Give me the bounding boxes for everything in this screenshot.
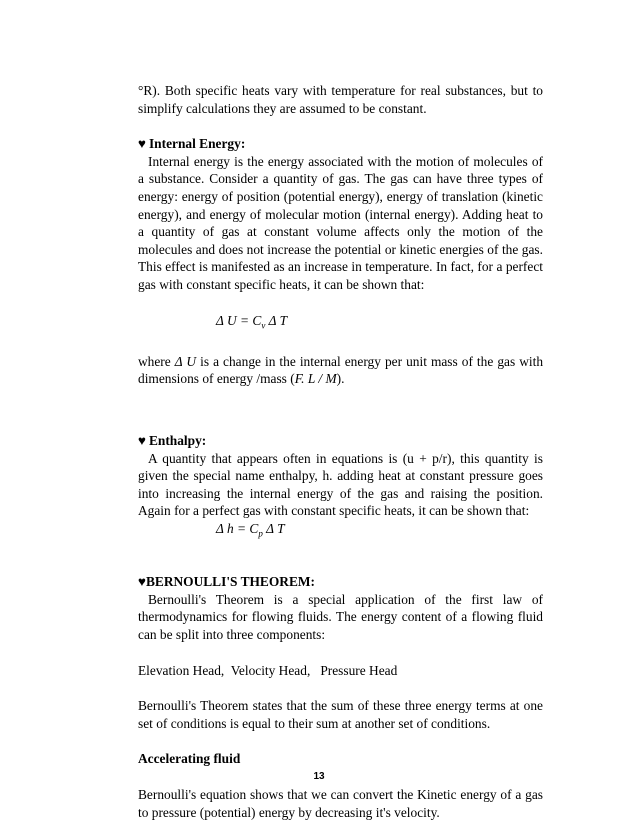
heart-bullet-icon: ♥ — [138, 574, 146, 590]
enthalpy-equation — [138, 520, 543, 543]
bernoulli-heading — [138, 573, 543, 591]
enthalpy-heading — [138, 432, 543, 450]
bernoulli-heading-text: BERNOULLI'S THEOREM: — [145, 574, 315, 590]
where-prefix: where — [138, 353, 175, 369]
accelerating-fluid-heading: Accelerating fluid — [138, 751, 241, 767]
equation-subscript: p — [258, 528, 263, 539]
where-text: is a change in the internal energy per unit mass of the gas with dimensions of energy /mass ( — [138, 353, 544, 387]
equation-lhs: Δ U = C — [216, 312, 262, 328]
page-body — [138, 82, 543, 821]
bernoulli-components: Elevation Head, Velocity Head, Pressure Head — [138, 662, 398, 678]
where-end: ). — [336, 371, 345, 387]
equation-rhs: Δ T — [262, 520, 285, 536]
intro-paragraph: °R). Both specific heats vary with temperature for real substances, but to simplify calculations they are assumed to be constant. — [138, 83, 543, 116]
equation-subscript: v — [261, 320, 266, 331]
enthalpy-heading-text: Enthalpy: — [148, 432, 207, 448]
page-number: 13 — [313, 771, 325, 782]
heart-bullet-icon: ♥ — [138, 432, 146, 448]
where-symbol: Δ U — [174, 353, 197, 369]
equation-lhs: Δ h = C — [216, 520, 259, 536]
heart-bullet-icon: ♥ — [138, 136, 146, 152]
internal-energy-heading-text: Internal Energy: — [148, 136, 246, 152]
internal-energy-paragraph: Internal energy is the energy associated with the motion of molecules of a substance. Consider a quantity of gas. The gas can have three types of energy: energy of position (potential energy), energy of translation (kinetic energy), and energy of molecular motion (internal energy). Adding heat to a quantity of gas at constant volume affects only the motion of the molecules and does not increase the potential or kinetic energies of the gas. This effect is manifested as an increase in temperature. In fact, for a perfect gas with constant specific heats, it can be shown that: — [138, 153, 543, 292]
equation-rhs: Δ T — [265, 312, 288, 328]
where-units: F. L / M — [294, 371, 337, 387]
bernoulli-statement: Bernoulli's Theorem states that the sum of these three energy terms at one set of conditions is equal to their sum at another set of conditions. — [138, 698, 543, 731]
enthalpy-paragraph: A quantity that appears often in equations is (u + p/r), this quantity is given the special name enthalpy, h. adding heat at constant pressure goes into increasing the internal energy of the gas and raising the position. Again for a perfect gas with constant specific heats, it can be shown that: — [138, 450, 543, 519]
where-paragraph — [138, 353, 543, 388]
internal-energy-heading — [138, 135, 543, 153]
bernoulli-paragraph: Bernoulli's Theorem is a special application of the first law of thermodynamics for flowing fluids. The energy content of a flowing fluid can be split into three components: — [138, 591, 543, 642]
internal-energy-equation — [138, 312, 543, 335]
accelerating-fluid-paragraph: Bernoulli's equation shows that we can convert the Kinetic energy of a gas to pressure (potential) energy by decreasing it's velocity. — [138, 786, 543, 820]
